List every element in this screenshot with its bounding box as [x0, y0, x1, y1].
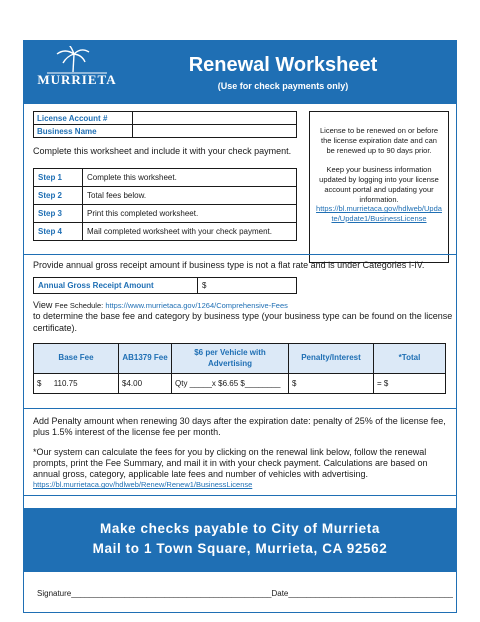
- fee-value-row: [34, 374, 446, 394]
- fee-schedule-text: [33, 300, 453, 334]
- step-label: Step 3: [34, 205, 83, 223]
- base-fee-symbol: $: [37, 379, 42, 388]
- gross-receipt-table: [33, 277, 297, 294]
- steps-table: [33, 168, 297, 241]
- renew-link[interactable]: https://bl.murrietaca.gov/hdlweb/Renew/Renew1/BusinessLicense: [33, 480, 253, 490]
- fee-header-row: [34, 344, 446, 374]
- total-field[interactable]: = $: [374, 374, 446, 394]
- col-base-fee: Base Fee: [34, 344, 119, 374]
- account-row: [34, 112, 297, 125]
- col-vehicle: $6 per Vehicle with Advertising: [172, 344, 289, 374]
- col-penalty: Penalty/Interest: [289, 344, 374, 374]
- gross-row: [34, 278, 297, 294]
- step-row: [34, 223, 297, 241]
- col-ab1379-text: AB1379 Fee: [122, 353, 168, 363]
- account-row: [34, 125, 297, 138]
- section-divider: [23, 495, 457, 496]
- payment-banner: [23, 508, 457, 572]
- portal-note: Keep your business information updated by logging into your license account portal and updating your information.: [319, 165, 439, 204]
- penalty-field[interactable]: $: [289, 374, 374, 394]
- notes-section: [33, 416, 453, 490]
- step-text: Print this completed worksheet.: [83, 205, 297, 223]
- step-row: [34, 169, 297, 187]
- vehicle-field[interactable]: Qty _____x $6.65 $________: [172, 374, 289, 394]
- step-row: [34, 187, 297, 205]
- banner-line-1: Make checks payable to City of Murrieta: [100, 521, 380, 536]
- page-title: Renewal Worksheet: [188, 54, 378, 76]
- step-text: Complete this worksheet.: [83, 169, 297, 187]
- info-box: [309, 111, 449, 263]
- calc-note: *Our system can calculate the fees for you by clicking on the renewal link below, follow the renewal prompts, print the Fee Summary, and mail it in with your check payment. Calculations are based on annual gross, category, applicable late fees and number of vehicles with advertising.: [33, 446, 428, 479]
- section-divider: [23, 254, 457, 255]
- gross-instruction: Provide annual gross receipt amount if business type is not a flat rate and is under Categories I-IV.: [33, 260, 425, 270]
- col-ab1379: [119, 344, 172, 374]
- gross-receipt-field[interactable]: $: [198, 278, 297, 294]
- renewal-note: License to be renewed on or before the license expiration date and can be renewed up to 90 days prior.: [320, 126, 438, 155]
- step-text: Mail completed worksheet with your check payment.: [83, 223, 297, 241]
- section-divider: [23, 408, 457, 409]
- signature-label: Signature: [37, 589, 72, 598]
- date-label: Date: [271, 589, 289, 598]
- step-label: Step 2: [34, 187, 83, 205]
- ab1379-value: $4.00: [119, 374, 172, 394]
- signature-line[interactable]: _____________________________________________: [71, 589, 272, 598]
- base-fee-value: 110.75: [53, 379, 78, 388]
- gross-receipt-label: Annual Gross Receipt Amount: [34, 278, 198, 294]
- city-logo: [33, 46, 121, 98]
- logo-text: MURRIETA: [37, 72, 117, 87]
- account-number-label: License Account #: [34, 112, 133, 125]
- step-text: Total fees below.: [83, 187, 297, 205]
- date-line[interactable]: _____________________________________: [288, 589, 453, 598]
- step-label: Step 1: [34, 169, 83, 187]
- base-fee-cell: [34, 374, 119, 394]
- signature-row: [37, 589, 457, 598]
- account-number-field[interactable]: [133, 112, 297, 125]
- fee-table: [33, 343, 446, 394]
- col-total: *Total: [374, 344, 446, 374]
- banner-line-2: Mail to 1 Town Square, Murrieta, CA 92562: [92, 541, 388, 556]
- fee-description: to determine the base fee and category by business type (your business type can be found on the license certificate).: [33, 311, 453, 333]
- penalty-note: Add Penalty amount when renewing 30 days after the expiration date: penalty of 25% of the license fee, plus 1.5% interest of the license fee per month.: [33, 416, 446, 438]
- header-bar: [23, 40, 457, 104]
- portal-link[interactable]: https://bl.murrietaca.gov/hdlweb/Update/Update1/BusinessLicense: [316, 204, 442, 223]
- fee-schedule-link[interactable]: https://www.murrietaca.gov/1264/Comprehensive-Fees: [105, 301, 288, 310]
- business-name-field[interactable]: [133, 125, 297, 138]
- fee-label: Fee Schedule:: [54, 301, 106, 310]
- step-row: [34, 205, 297, 223]
- account-table: [33, 111, 297, 138]
- fee-prefix: View: [33, 300, 55, 310]
- intro-text: Complete this worksheet and include it with your check payment.: [33, 146, 292, 156]
- page-subtitle: (Use for check payments only): [217, 81, 349, 91]
- step-label: Step 4: [34, 223, 83, 241]
- business-name-label: Business Name: [34, 125, 133, 138]
